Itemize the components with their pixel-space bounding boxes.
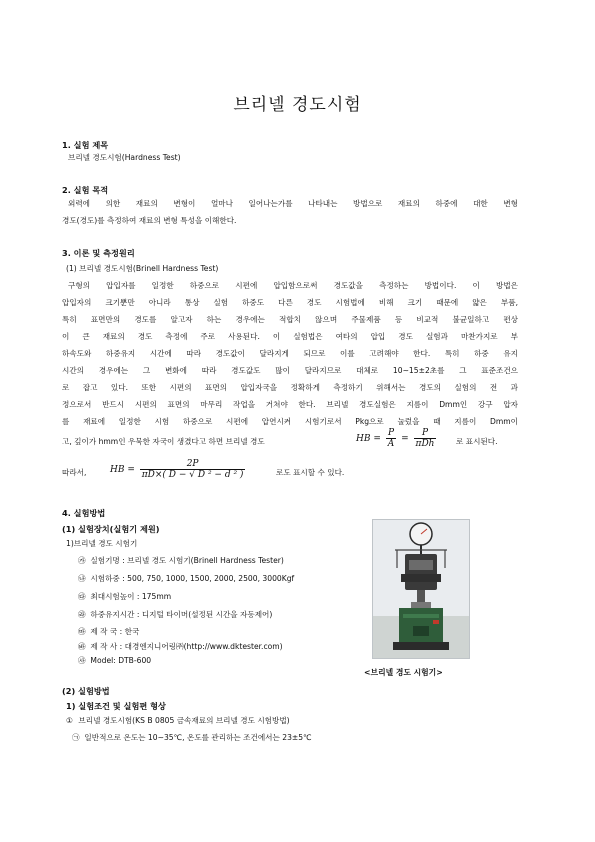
formula-1-fraction-a (386, 428, 397, 449)
spec-item-7-text: Model: DTB-600 (90, 656, 152, 665)
spec-item-3-text: 최대시험높이 : 175mm (90, 592, 172, 601)
spec-item-7 (78, 656, 151, 666)
formula-1-fraction-b-denominator: πDh (415, 439, 435, 449)
section-1-heading: 1. 실험 제목 (62, 140, 109, 150)
spec-item-4-mark: ㉱ (78, 610, 86, 619)
method-item-1 (66, 716, 290, 726)
spec-item-6 (78, 642, 283, 652)
spec-item-4-text: 하중유지시간 : 디지털 타이머(설정된 시간을 자동제어) (90, 610, 273, 619)
spec-item-1 (78, 556, 284, 566)
formula-1-lhs: HB = (356, 434, 381, 444)
section-2-line-2: 경도(경도)를 측정하여 재료의 변형 특성을 이해한다. (62, 216, 237, 225)
spec-item-4 (78, 610, 272, 620)
section-4-subheading-2: (2) 실험방법 (62, 686, 110, 696)
photo-caption: <브리넬 경도 시험기> (364, 668, 443, 677)
spec-item-2-text: 시험하중 : 500, 750, 1000, 1500, 2000, 2500, 3000Kgf (90, 574, 295, 583)
section-3-line-7: 로 잡고 있다. 또한 시편의 표면의 압입자국을 정확하게 측정하기 위해서는 경도의 실험의 전 과 (62, 383, 518, 392)
section-3-line-6: 시간의 경우에는 그 변화에 따라 경도값도 많이 달라지므로 대체로 10~15±2초를 그 표준조건으 (62, 366, 518, 375)
formula-1-fraction-a-denominator: A (387, 439, 395, 449)
formula-1 (356, 428, 438, 449)
section-3-subheading: (1) 브리넬 경도시험(Brinell Hardness Test) (66, 264, 219, 273)
method-item-1-mark: ① (66, 716, 73, 725)
section-3-heading: 3. 이론 및 측정원리 (62, 248, 135, 258)
section-3-line-1: 구형의 압입자를 일정한 하중으로 시편에 압입함으로써 경도값을 측정하는 방법이다. 이 방법은 (68, 281, 518, 290)
spec-item-6-text: 제 작 사 : 대경엔지니어링㈜(http://www.dktester.com) (90, 642, 283, 651)
formula-1-fraction-b (414, 428, 437, 449)
method-item-2-mark: ㉠ (72, 733, 80, 742)
formula-1-intro: 고, 깊이가 hmm인 우묵한 자국이 생겼다고 하면 브리넬 경도 (62, 437, 265, 446)
formula-2-intro: 따라서, (62, 468, 87, 477)
formula-2-denominator: πD×( D − √ D ² − d ² ) (141, 470, 244, 480)
formula-1-equals: = (401, 434, 409, 444)
section-3-line-5: 하속도와 하중유지 시간에 따라 경도값이 달라지게 되므로 이를 고려해야 한다. 특히 하중 유지 (62, 349, 518, 358)
spec-item-1-text: 실험기명 : 브리넬 경도 시험기(Brinell Hardness Tester) (90, 556, 284, 565)
spec-item-2 (78, 574, 294, 584)
section-2-heading: 2. 실험 목적 (62, 185, 109, 195)
spec-item-6-mark: ㉳ (78, 642, 86, 651)
spec-item-5 (78, 627, 139, 637)
section-4-subheading-2a: 1) 실험조건 및 실험편 형상 (66, 701, 166, 711)
section-2-line-1: 외력에 의한 재료의 변형이 얼마나 일어나는가를 나타내는 방법으로 재료의 하중에 대한 변형 (68, 199, 518, 208)
formula-1-tail: 로 표시된다. (456, 437, 498, 446)
formula-1-fraction-a-numerator: P (386, 428, 397, 439)
method-item-2-text: 일반적으로 온도는 10~35℃, 온도를 관리하는 조건에서는 23±5℃ (84, 733, 312, 742)
section-3-line-3: 특히 표면만의 경도를 알고자 하는 경우에는 적합치 않으며 주물제품 등 비교적 불균일하고 편상 (62, 315, 518, 324)
brinell-tester-photo (372, 519, 470, 659)
section-4-subheading-1: (1) 실험장치(실험기 제원) (62, 524, 160, 534)
spec-item-7-mark: ㉴ (78, 656, 86, 665)
spec-item-1-mark: ㉮ (78, 556, 86, 565)
section-3-line-2: 압입자의 크기뿐만 아니라 통상 실험 하중도 다른 경도 시험법에 비해 크기 때문에 얇은 부품, (62, 298, 518, 307)
section-1-body: 브리넬 경도시험(Hardness Test) (68, 153, 181, 162)
section-3-line-4: 이 큰 재료의 경도 측정에 주로 사용된다. 이 실험법은 여타의 압입 경도 실험과 마찬가지로 부 (62, 332, 518, 341)
section-3-line-8: 정으로서 반드시 시편의 표면의 마무리 작업을 거쳐야 한다. 브리넬 경도실험은 지름이 Dmm인 강구 압자 (62, 400, 518, 409)
spec-item-3-mark: ㉰ (78, 592, 86, 601)
formula-2-lhs: HB = (110, 465, 135, 475)
formula-2-tail: 로도 표시할 수 있다. (276, 468, 345, 477)
formula-2-fraction (140, 459, 246, 480)
spec-item-5-mark: ㉲ (78, 627, 86, 636)
formula-1-fraction-b-numerator: P (414, 428, 437, 439)
spec-item-3 (78, 592, 171, 602)
brinell-tester-illustration (373, 520, 469, 658)
formula-2-numerator: 2P (140, 459, 246, 470)
method-item-2 (72, 733, 312, 743)
section-3-line-9: 를 재료에 일정한 시험 하중으로 시편에 압연시켜 시험기로서 Pkg으로 눌렀을 때 지름이 Dmm이 (62, 417, 518, 426)
formula-2 (110, 459, 247, 480)
section-4-heading: 4. 실험방법 (62, 508, 106, 518)
document-title: 브리넬 경도시험 (233, 95, 362, 115)
method-item-1-text: 브리넬 경도시험(KS B 0805 금속재료의 브리넬 경도 시험방법) (78, 716, 290, 725)
spec-item-2-mark: ㉯ (78, 574, 86, 583)
section-4-subheading-1a: 1)브리넬 경도 시험기 (66, 539, 138, 548)
spec-item-5-text: 제 작 국 : 한국 (90, 627, 140, 636)
